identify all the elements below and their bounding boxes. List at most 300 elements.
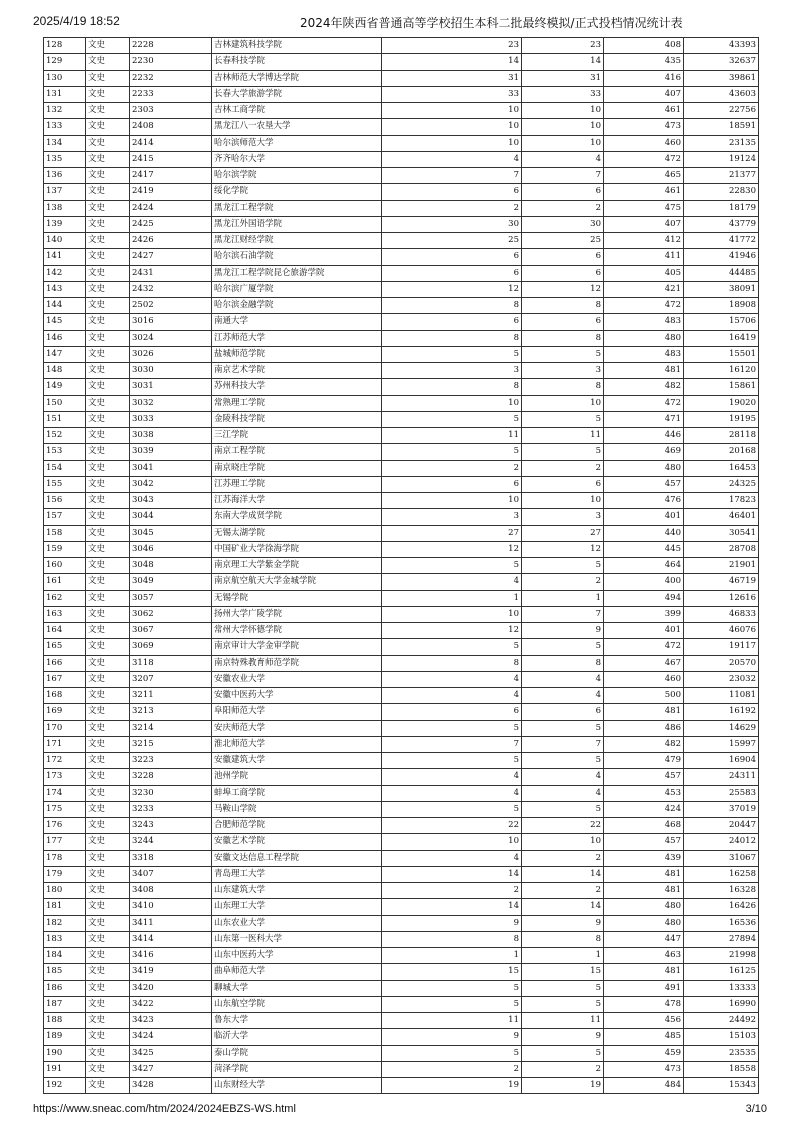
cell-min-score: 460 <box>604 135 684 151</box>
table-row <box>44 964 759 980</box>
cell-admitted-count: 1 <box>522 590 604 606</box>
cell-school-name: 扬州大学广陵学院 <box>212 606 382 622</box>
cell-min-score: 467 <box>604 655 684 671</box>
cell-min-rank: 16120 <box>684 363 759 379</box>
cell-category: 文史 <box>86 541 130 557</box>
cell-school-name: 哈尔滨金融学院 <box>212 298 382 314</box>
cell-school-name: 东南大学成贤学院 <box>212 509 382 525</box>
cell-school-name: 吉林工商学院 <box>212 103 382 119</box>
cell-min-rank: 20168 <box>684 444 759 460</box>
cell-school-code: 2408 <box>130 119 212 135</box>
cell-school-code: 3223 <box>130 753 212 769</box>
cell-row-number: 183 <box>44 931 86 947</box>
cell-plan-count: 1 <box>382 948 522 964</box>
cell-admitted-count: 6 <box>522 476 604 492</box>
cell-row-number: 137 <box>44 184 86 200</box>
cell-min-rank: 11081 <box>684 688 759 704</box>
table-row <box>44 509 759 525</box>
cell-category: 文史 <box>86 980 130 996</box>
cell-school-name: 吉林师范大学博达学院 <box>212 70 382 86</box>
cell-school-code: 3041 <box>130 460 212 476</box>
footer-url: https://www.sneac.com/htm/2024/2024EBZS-WS.html <box>33 1103 296 1115</box>
cell-plan-count: 6 <box>382 265 522 281</box>
cell-category: 文史 <box>86 964 130 980</box>
cell-min-score: 494 <box>604 590 684 606</box>
cell-category: 文史 <box>86 834 130 850</box>
cell-admitted-count: 11 <box>522 1013 604 1029</box>
cell-min-score: 480 <box>604 915 684 931</box>
cell-min-rank: 16990 <box>684 996 759 1012</box>
cell-min-score: 445 <box>604 541 684 557</box>
cell-min-rank: 15501 <box>684 346 759 362</box>
cell-min-rank: 14629 <box>684 720 759 736</box>
cell-category: 文史 <box>86 801 130 817</box>
cell-category: 文史 <box>86 70 130 86</box>
cell-school-name: 江苏师范大学 <box>212 330 382 346</box>
cell-min-rank: 16904 <box>684 753 759 769</box>
cell-school-name: 江苏理工学院 <box>212 476 382 492</box>
cell-min-score: 486 <box>604 720 684 736</box>
table-row <box>44 103 759 119</box>
cell-admitted-count: 11 <box>522 428 604 444</box>
cell-admitted-count: 10 <box>522 103 604 119</box>
cell-row-number: 130 <box>44 70 86 86</box>
table-row <box>44 655 759 671</box>
cell-school-code: 3032 <box>130 395 212 411</box>
cell-min-score: 408 <box>604 38 684 54</box>
cell-min-rank: 15706 <box>684 314 759 330</box>
cell-school-code: 2425 <box>130 216 212 232</box>
cell-min-score: 421 <box>604 281 684 297</box>
cell-school-name: 泰山学院 <box>212 1045 382 1061</box>
table-row <box>44 818 759 834</box>
cell-plan-count: 10 <box>382 606 522 622</box>
cell-min-score: 472 <box>604 298 684 314</box>
cell-school-name: 安徽中医药大学 <box>212 688 382 704</box>
cell-category: 文史 <box>86 346 130 362</box>
cell-category: 文史 <box>86 330 130 346</box>
page-number: 3/10 <box>745 1103 767 1115</box>
cell-school-name: 南京艺术学院 <box>212 363 382 379</box>
table-row <box>44 704 759 720</box>
cell-admitted-count: 5 <box>522 801 604 817</box>
cell-min-score: 456 <box>604 1013 684 1029</box>
cell-school-name: 黑龙江外国语学院 <box>212 216 382 232</box>
cell-plan-count: 31 <box>382 70 522 86</box>
cell-min-rank: 16125 <box>684 964 759 980</box>
cell-row-number: 181 <box>44 899 86 915</box>
cell-category: 文史 <box>86 671 130 687</box>
cell-admitted-count: 10 <box>522 493 604 509</box>
cell-admitted-count: 31 <box>522 70 604 86</box>
cell-admitted-count: 27 <box>522 525 604 541</box>
cell-school-code: 3407 <box>130 866 212 882</box>
cell-admitted-count: 22 <box>522 818 604 834</box>
cell-admitted-count: 7 <box>522 606 604 622</box>
cell-row-number: 143 <box>44 281 86 297</box>
cell-admitted-count: 5 <box>522 558 604 574</box>
cell-school-code: 3419 <box>130 964 212 980</box>
cell-category: 文史 <box>86 606 130 622</box>
cell-plan-count: 8 <box>382 298 522 314</box>
cell-category: 文史 <box>86 119 130 135</box>
cell-admitted-count: 8 <box>522 931 604 947</box>
cell-row-number: 136 <box>44 168 86 184</box>
cell-admitted-count: 8 <box>522 379 604 395</box>
cell-category: 文史 <box>86 818 130 834</box>
cell-min-score: 465 <box>604 168 684 184</box>
cell-min-score: 440 <box>604 525 684 541</box>
cell-plan-count: 5 <box>382 558 522 574</box>
cell-admitted-count: 5 <box>522 980 604 996</box>
cell-school-name: 青岛理工大学 <box>212 866 382 882</box>
cell-school-code: 3024 <box>130 330 212 346</box>
cell-school-code: 3045 <box>130 525 212 541</box>
table-row <box>44 915 759 931</box>
cell-category: 文史 <box>86 655 130 671</box>
cell-min-rank: 44485 <box>684 265 759 281</box>
cell-school-name: 山东建筑大学 <box>212 883 382 899</box>
cell-min-rank: 15861 <box>684 379 759 395</box>
cell-min-score: 447 <box>604 931 684 947</box>
cell-plan-count: 5 <box>382 444 522 460</box>
cell-category: 文史 <box>86 103 130 119</box>
cell-min-rank: 28118 <box>684 428 759 444</box>
cell-school-code: 2230 <box>130 54 212 70</box>
cell-category: 文史 <box>86 769 130 785</box>
cell-row-number: 144 <box>44 298 86 314</box>
table-row <box>44 395 759 411</box>
cell-min-score: 484 <box>604 1078 684 1094</box>
cell-school-code: 3118 <box>130 655 212 671</box>
cell-row-number: 167 <box>44 671 86 687</box>
cell-admitted-count: 9 <box>522 1029 604 1045</box>
cell-plan-count: 3 <box>382 363 522 379</box>
cell-row-number: 132 <box>44 103 86 119</box>
cell-school-name: 中国矿业大学徐海学院 <box>212 541 382 557</box>
cell-row-number: 140 <box>44 233 86 249</box>
cell-school-name: 南京晓庄学院 <box>212 460 382 476</box>
cell-school-name: 山东农业大学 <box>212 915 382 931</box>
cell-admitted-count: 8 <box>522 330 604 346</box>
cell-admitted-count: 14 <box>522 54 604 70</box>
cell-school-code: 2426 <box>130 233 212 249</box>
table-row <box>44 931 759 947</box>
cell-school-name: 哈尔滨石油学院 <box>212 249 382 265</box>
cell-category: 文史 <box>86 509 130 525</box>
cell-school-name: 江苏海洋大学 <box>212 493 382 509</box>
cell-admitted-count: 5 <box>522 753 604 769</box>
cell-admitted-count: 5 <box>522 346 604 362</box>
cell-plan-count: 4 <box>382 151 522 167</box>
cell-min-score: 483 <box>604 314 684 330</box>
cell-plan-count: 8 <box>382 330 522 346</box>
cell-admitted-count: 7 <box>522 736 604 752</box>
cell-category: 文史 <box>86 298 130 314</box>
cell-min-rank: 23535 <box>684 1045 759 1061</box>
table-row <box>44 688 759 704</box>
cell-min-rank: 18591 <box>684 119 759 135</box>
cell-row-number: 148 <box>44 363 86 379</box>
cell-admitted-count: 9 <box>522 623 604 639</box>
table-row <box>44 1029 759 1045</box>
cell-plan-count: 5 <box>382 801 522 817</box>
cell-row-number: 173 <box>44 769 86 785</box>
cell-row-number: 156 <box>44 493 86 509</box>
cell-min-rank: 20570 <box>684 655 759 671</box>
table-row <box>44 233 759 249</box>
table-row <box>44 736 759 752</box>
cell-min-score: 401 <box>604 623 684 639</box>
cell-min-rank: 18908 <box>684 298 759 314</box>
cell-school-name: 南通大学 <box>212 314 382 330</box>
cell-school-code: 3318 <box>130 850 212 866</box>
table-row <box>44 493 759 509</box>
table-row <box>44 753 759 769</box>
cell-school-code: 3048 <box>130 558 212 574</box>
cell-school-name: 聊城大学 <box>212 980 382 996</box>
cell-row-number: 187 <box>44 996 86 1012</box>
cell-admitted-count: 1 <box>522 948 604 964</box>
cell-category: 文史 <box>86 948 130 964</box>
cell-school-code: 3408 <box>130 883 212 899</box>
cell-min-rank: 37019 <box>684 801 759 817</box>
cell-min-rank: 23135 <box>684 135 759 151</box>
cell-category: 文史 <box>86 1029 130 1045</box>
cell-category: 文史 <box>86 216 130 232</box>
cell-row-number: 142 <box>44 265 86 281</box>
cell-min-rank: 18558 <box>684 1061 759 1077</box>
cell-category: 文史 <box>86 411 130 427</box>
cell-school-name: 齐齐哈尔大学 <box>212 151 382 167</box>
cell-plan-count: 27 <box>382 525 522 541</box>
cell-min-rank: 16453 <box>684 460 759 476</box>
cell-admitted-count: 6 <box>522 265 604 281</box>
cell-min-score: 405 <box>604 265 684 281</box>
table-row <box>44 119 759 135</box>
cell-category: 文史 <box>86 428 130 444</box>
cell-admitted-count: 8 <box>522 298 604 314</box>
cell-row-number: 150 <box>44 395 86 411</box>
table-row <box>44 135 759 151</box>
cell-admitted-count: 5 <box>522 720 604 736</box>
table-row <box>44 639 759 655</box>
cell-plan-count: 10 <box>382 834 522 850</box>
cell-school-name: 阜阳师范大学 <box>212 704 382 720</box>
cell-plan-count: 9 <box>382 915 522 931</box>
table-row <box>44 70 759 86</box>
cell-min-rank: 16192 <box>684 704 759 720</box>
cell-row-number: 147 <box>44 346 86 362</box>
cell-min-rank: 15103 <box>684 1029 759 1045</box>
cell-row-number: 189 <box>44 1029 86 1045</box>
cell-admitted-count: 6 <box>522 314 604 330</box>
cell-plan-count: 4 <box>382 671 522 687</box>
cell-category: 文史 <box>86 996 130 1012</box>
cell-plan-count: 5 <box>382 980 522 996</box>
cell-row-number: 185 <box>44 964 86 980</box>
cell-school-name: 黑龙江财经学院 <box>212 233 382 249</box>
cell-row-number: 164 <box>44 623 86 639</box>
table-row <box>44 346 759 362</box>
cell-min-rank: 41772 <box>684 233 759 249</box>
cell-min-rank: 19020 <box>684 395 759 411</box>
table-row <box>44 428 759 444</box>
cell-admitted-count: 3 <box>522 363 604 379</box>
cell-school-name: 金陵科技学院 <box>212 411 382 427</box>
cell-school-code: 2228 <box>130 38 212 54</box>
table-row <box>44 1013 759 1029</box>
cell-min-rank: 38091 <box>684 281 759 297</box>
cell-plan-count: 5 <box>382 346 522 362</box>
cell-min-score: 476 <box>604 493 684 509</box>
cell-school-name: 长春大学旅游学院 <box>212 86 382 102</box>
cell-school-code: 3057 <box>130 590 212 606</box>
cell-plan-count: 4 <box>382 574 522 590</box>
cell-category: 文史 <box>86 688 130 704</box>
cell-min-rank: 46401 <box>684 509 759 525</box>
cell-school-name: 盐城师范学院 <box>212 346 382 362</box>
cell-admitted-count: 33 <box>522 86 604 102</box>
cell-admitted-count: 2 <box>522 883 604 899</box>
table-row <box>44 444 759 460</box>
table-row <box>44 525 759 541</box>
cell-min-score: 500 <box>604 688 684 704</box>
cell-category: 文史 <box>86 460 130 476</box>
cell-category: 文史 <box>86 525 130 541</box>
cell-plan-count: 8 <box>382 655 522 671</box>
cell-school-code: 3033 <box>130 411 212 427</box>
cell-school-code: 2415 <box>130 151 212 167</box>
cell-min-score: 461 <box>604 103 684 119</box>
cell-admitted-count: 2 <box>522 574 604 590</box>
cell-category: 文史 <box>86 931 130 947</box>
cell-school-code: 3213 <box>130 704 212 720</box>
cell-min-score: 412 <box>604 233 684 249</box>
cell-school-name: 常熟理工学院 <box>212 395 382 411</box>
cell-admitted-count: 4 <box>522 671 604 687</box>
cell-min-score: 480 <box>604 899 684 915</box>
table-row <box>44 476 759 492</box>
cell-category: 文史 <box>86 915 130 931</box>
cell-row-number: 135 <box>44 151 86 167</box>
cell-plan-count: 19 <box>382 1078 522 1094</box>
cell-category: 文史 <box>86 574 130 590</box>
cell-category: 文史 <box>86 281 130 297</box>
cell-school-name: 常州大学怀德学院 <box>212 623 382 639</box>
cell-school-code: 2427 <box>130 249 212 265</box>
cell-school-name: 山东财经大学 <box>212 1078 382 1094</box>
cell-plan-count: 10 <box>382 395 522 411</box>
cell-plan-count: 22 <box>382 818 522 834</box>
cell-admitted-count: 2 <box>522 850 604 866</box>
cell-school-code: 3243 <box>130 818 212 834</box>
table-row <box>44 330 759 346</box>
table-row <box>44 379 759 395</box>
cell-min-rank: 31067 <box>684 850 759 866</box>
cell-admitted-count: 5 <box>522 996 604 1012</box>
cell-admitted-count: 12 <box>522 541 604 557</box>
cell-min-score: 457 <box>604 476 684 492</box>
cell-plan-count: 11 <box>382 1013 522 1029</box>
cell-row-number: 131 <box>44 86 86 102</box>
cell-admitted-count: 2 <box>522 1061 604 1077</box>
cell-school-code: 3214 <box>130 720 212 736</box>
cell-admitted-count: 5 <box>522 1045 604 1061</box>
cell-plan-count: 8 <box>382 931 522 947</box>
cell-school-name: 曲阜师范大学 <box>212 964 382 980</box>
table-row <box>44 883 759 899</box>
cell-plan-count: 23 <box>382 38 522 54</box>
cell-category: 文史 <box>86 265 130 281</box>
cell-min-rank: 15997 <box>684 736 759 752</box>
cell-school-name: 鲁东大学 <box>212 1013 382 1029</box>
cell-school-name: 三江学院 <box>212 428 382 444</box>
cell-min-score: 481 <box>604 363 684 379</box>
cell-category: 文史 <box>86 736 130 752</box>
cell-min-score: 461 <box>604 184 684 200</box>
cell-plan-count: 14 <box>382 866 522 882</box>
cell-plan-count: 5 <box>382 720 522 736</box>
table-row <box>44 281 759 297</box>
cell-plan-count: 2 <box>382 1061 522 1077</box>
table-row <box>44 948 759 964</box>
table-row <box>44 801 759 817</box>
cell-admitted-count: 6 <box>522 249 604 265</box>
cell-admitted-count: 2 <box>522 460 604 476</box>
cell-category: 文史 <box>86 720 130 736</box>
cell-admitted-count: 5 <box>522 639 604 655</box>
page-header <box>0 0 800 30</box>
cell-school-name: 菏泽学院 <box>212 1061 382 1077</box>
cell-school-name: 哈尔滨学院 <box>212 168 382 184</box>
cell-min-rank: 46719 <box>684 574 759 590</box>
cell-school-name: 哈尔滨师范大学 <box>212 135 382 151</box>
cell-category: 文史 <box>86 379 130 395</box>
cell-min-score: 481 <box>604 883 684 899</box>
cell-min-score: 457 <box>604 834 684 850</box>
cell-row-number: 182 <box>44 915 86 931</box>
cell-min-score: 416 <box>604 70 684 86</box>
cell-category: 文史 <box>86 1078 130 1094</box>
cell-min-score: 411 <box>604 249 684 265</box>
cell-row-number: 146 <box>44 330 86 346</box>
cell-school-name: 绥化学院 <box>212 184 382 200</box>
cell-school-code: 3046 <box>130 541 212 557</box>
cell-category: 文史 <box>86 151 130 167</box>
cell-plan-count: 2 <box>382 200 522 216</box>
cell-school-code: 3016 <box>130 314 212 330</box>
table-row <box>44 980 759 996</box>
cell-school-name: 安徽农业大学 <box>212 671 382 687</box>
cell-admitted-count: 10 <box>522 395 604 411</box>
cell-category: 文史 <box>86 86 130 102</box>
cell-row-number: 175 <box>44 801 86 817</box>
cell-category: 文史 <box>86 233 130 249</box>
cell-min-rank: 28708 <box>684 541 759 557</box>
cell-plan-count: 10 <box>382 103 522 119</box>
table-row <box>44 899 759 915</box>
cell-admitted-count: 25 <box>522 233 604 249</box>
cell-admitted-count: 6 <box>522 704 604 720</box>
print-datetime: 2025/4/19 18:52 <box>33 14 120 28</box>
cell-school-code: 3414 <box>130 931 212 947</box>
cell-school-code: 2432 <box>130 281 212 297</box>
cell-category: 文史 <box>86 363 130 379</box>
cell-min-score: 491 <box>604 980 684 996</box>
cell-row-number: 159 <box>44 541 86 557</box>
cell-row-number: 157 <box>44 509 86 525</box>
